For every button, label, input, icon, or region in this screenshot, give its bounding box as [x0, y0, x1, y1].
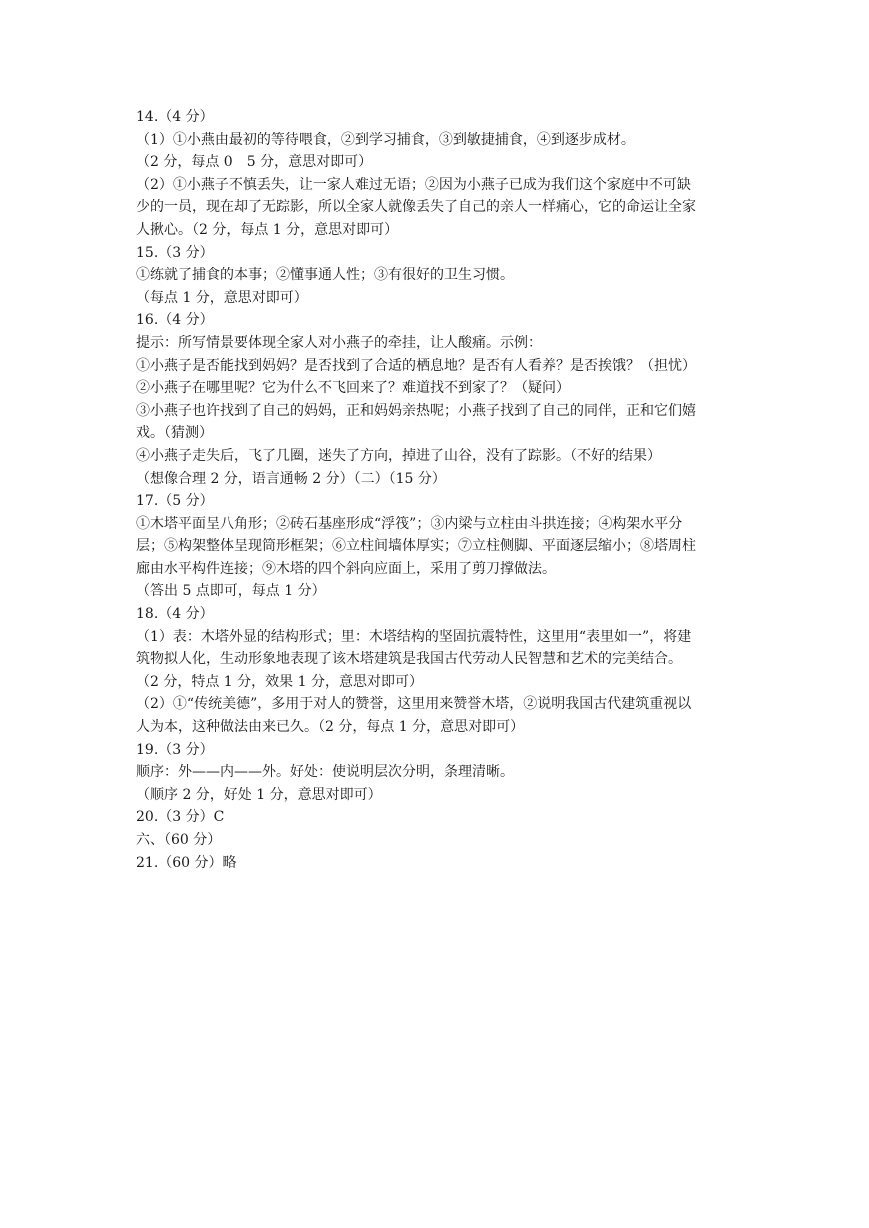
text-line: 戏。（猜测）: [136, 425, 213, 442]
text-line: 18.（4 分）: [136, 606, 214, 623]
text-line: （想像合理 2 分，语言通畅 2 分）（二）（15 分）: [136, 470, 446, 487]
text-line: 廊由水平构件连接；⑨木塔的四个斜向应面上，采用了剪刀撑做法。: [136, 560, 556, 577]
text-line: 人揪心。（2 分，每点 1 分，意思对即可）: [136, 221, 399, 238]
text-line: 19.（3 分）: [136, 741, 214, 758]
text-line: 14.（4 分）: [136, 109, 214, 125]
text-line: （2 分，特点 1 分，效果 1 分，意思对即可）: [136, 673, 423, 690]
text-line: 筑物拟人化，生动形象地表现了该木塔建筑是我国古代劳动人民智慧和艺术的完美结合。: [136, 651, 682, 668]
text-line: 17.（5 分）: [136, 493, 214, 510]
text-line: （2）①小燕子不慎丢失，让一家人难过无语；②因为小燕子已成为我们这个家庭中不可缺: [136, 176, 691, 193]
text-line: 顺序：外——内——外。好处：使说明层次分明，条理清晰。: [136, 764, 514, 781]
text-line: ①练就了捕食的本事；②懂事通人性；③有很好的卫生习惯。: [136, 267, 514, 284]
text-line: 16.（4 分）: [136, 312, 214, 329]
text-line: 提示：所写情景要体现全家人对小燕子的牵挂，让人酸痛。示例：: [136, 334, 542, 351]
text-line: 层；⑤构架整体呈现筒形框架；⑥立柱间墙体厚实；⑦立柱侧脚、平面逐层缩小；⑧塔周柱: [136, 538, 696, 555]
text-line: （1）①小燕由最初的等待喂食，②到学习捕食，③到敏捷捕食，④到逐步成材。: [136, 131, 635, 148]
answer-text: [136, 106, 736, 874]
text-line: （1）表：木塔外显的结构形式；里：木塔结构的坚固抗震特性，这里用“表里如一”，将建: [136, 628, 692, 645]
text-line: ①小燕子是否能找到妈妈？是否找到了合适的栖息地？是否有人看养？是否挨饿？（担忧）: [136, 357, 696, 374]
text-line: （答出 5 点即可，每点 1 分）: [136, 583, 326, 600]
text-line: ③小燕子也许找到了自己的妈妈，正和妈妈亲热呢；小燕子找到了自己的同伴，正和它们嬉: [136, 402, 696, 419]
text-line: ①木塔平面呈八角形；②砖石基座形成“浮筏”；③内梁与立柱由斗拱连接；④构架水平分: [136, 515, 683, 532]
text-line: 21.（60 分）略: [136, 854, 237, 871]
text-line: 六、（60 分）: [136, 832, 222, 848]
text-line: ②小燕子在哪里呢？它为什么不飞回来了？难道找不到家了？（疑问）: [136, 380, 570, 397]
text-line: （每点 1 分，意思对即可）: [136, 289, 308, 306]
text-line: 少的一员，现在却了无踪影，所以全家人就像丢失了自己的亲人一样痛心，它的命运让全家: [136, 199, 696, 216]
text-line: 15.（3 分）: [136, 244, 214, 261]
text-line: 人为本，这种做法由来已久。（2 分，每点 1 分，意思对即可）: [136, 719, 525, 736]
text-line: （顺序 2 分，好处 1 分，意思对即可）: [136, 786, 382, 803]
text-line: ④小燕子走失后，飞了几圈，迷失了方向，掉进了山谷，没有了踪影。（不好的结果）: [136, 447, 661, 464]
text-line: 20.（3 分）C: [136, 809, 225, 826]
text-line: （2 分，每点 0 5 分，意思对即可）: [136, 154, 373, 171]
text-line: （2）①“传统美德”，多用于对人的赞誉，这里用来赞誉木塔，②说明我国古代建筑重视以: [136, 696, 692, 713]
